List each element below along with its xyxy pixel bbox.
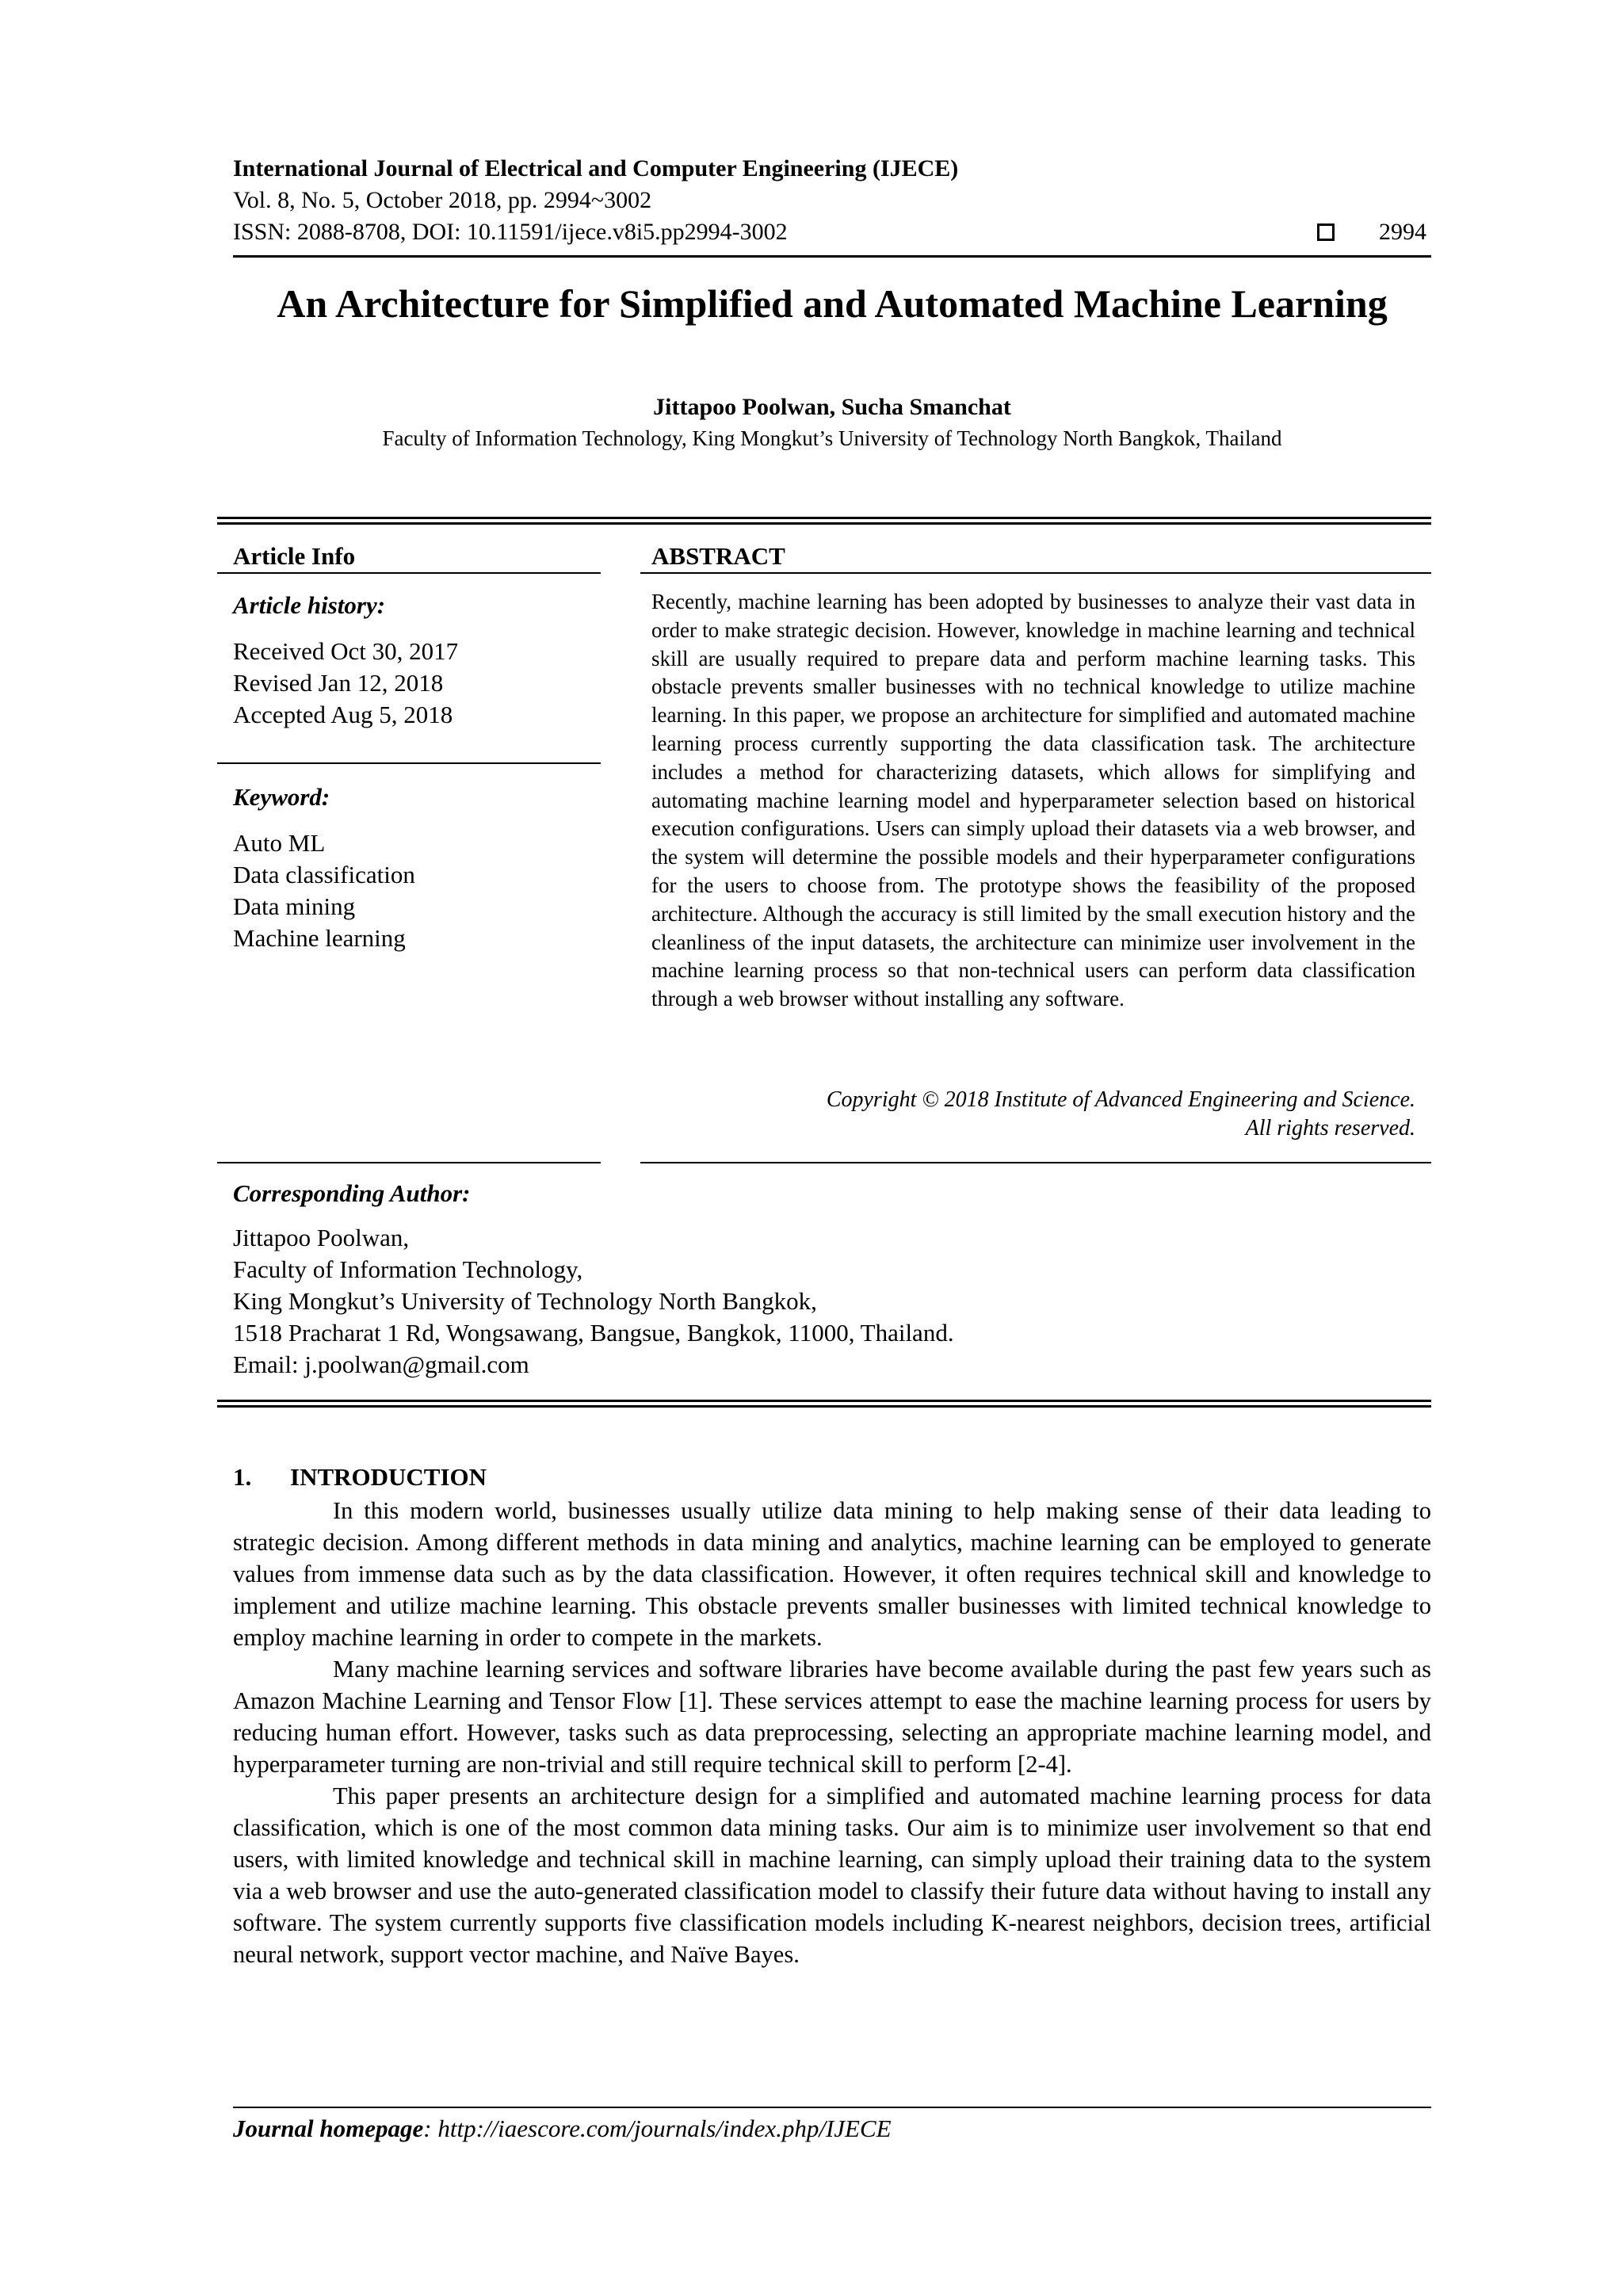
article-info-heading: Article Info <box>233 542 356 570</box>
checkbox-icon <box>1317 223 1335 241</box>
journal-homepage-footer <box>233 2115 892 2143</box>
corr-email: Email: j.poolwan@gmail.com <box>233 1350 529 1378</box>
keyword-item: Data classification <box>233 861 415 888</box>
journal-issn-doi: ISSN: 2088-8708, DOI: 10.11591/ijece.v8i5.pp2994-3002 <box>233 219 788 245</box>
keyword-rule <box>217 762 601 764</box>
abstract-rule <box>640 572 1431 574</box>
paper-authors: Jittapoo Poolwan, Sucha Smanchat <box>653 394 1011 420</box>
section-heading-introduction <box>233 1463 487 1492</box>
history-revised: Revised Jan 12, 2018 <box>233 669 444 697</box>
copyright-notice <box>651 1086 1415 1143</box>
introduction-body <box>233 1495 1431 1970</box>
abstract-text: Recently, machine learning has been adopted by businesses to analyze their vast data in order to make strategic decision. However, knowledge in machine learning and technical skill are usually required to prepare data and perform machine learning tasks. This obstacle prevents smaller businesses with no technical knowledge to utilize machine learning. In this paper, we propose an architecture for simplified and automated machine learning process currently supporting the data classification task. The architecture includes a method for characterizing datasets, which allows for simplifying and automating machine learning model and hyperparameter selection based on historical execution configurations. Users can simply upload their datasets via a web browser, and the system will determine the possible models and their hyperparameter configurations for the users to choose from. The prototype shows the feasibility of the proposed architecture. Although the accuracy is still limited by the small execution history and the cleanliness of the input datasets, the architecture can minimize user involvement in the machine learning process so that non-technical users can perform data classification through a web browser without installing any software. <box>651 590 1415 1011</box>
footer-sep: : <box>423 2115 438 2142</box>
copyright-line: Copyright © 2018 Institute of Advanced Engineering and Science. <box>826 1087 1415 1112</box>
info-bottom-rule-right <box>640 1162 1431 1163</box>
section-number: 1. <box>233 1463 252 1491</box>
abstract-heading: ABSTRACT <box>651 542 785 570</box>
info-end-rule <box>217 1400 1431 1402</box>
corr-university: King Mongkut’s University of Technology North Bangkok, <box>233 1287 817 1315</box>
keyword-item: Machine learning <box>233 924 406 952</box>
footer-rule <box>233 2107 1431 2108</box>
corresponding-author-details <box>233 1222 954 1381</box>
keyword-heading: Keyword: <box>233 783 330 811</box>
journal-title: International Journal of Electrical and Computer Engineering (IJECE) <box>233 155 959 181</box>
paragraph: This paper presents an architecture design for a simplified and automated machine learning process for data classification, which is one of the most common data mining tasks. Our aim is to minimize user involvement so that end users, with limited knowledge and technical skill in machine learning, can simply upload their training data to the system via a web browser and use the auto-generated classification model to classify their future data without having to install any software. The system currently supports five classification models including K-nearest neighbors, decision trees, artificial neural network, support vector machine, and Naïve Bayes. <box>233 1782 1431 1968</box>
article-history <box>233 636 458 731</box>
history-received: Received Oct 30, 2017 <box>233 637 459 665</box>
footer-label: Journal homepage <box>233 2115 424 2142</box>
paper-title: An Architecture for Simplified and Automated Machine Learning <box>277 281 1388 326</box>
paper-affiliation: Faculty of Information Technology, King Mongkut’s University of Technology North Bangkok, Thailand <box>382 426 1282 450</box>
keyword-item: Data mining <box>233 892 356 920</box>
info-top-rule <box>217 517 1431 519</box>
info-top-rule-double <box>217 522 1431 525</box>
header-rule <box>233 255 1431 258</box>
paragraph: Many machine learning services and software libraries have become available during the past few years such as Amazon Machine Learning and Tensor Flow [1]. These services attempt to ease the machine learning process for users by reducing human effort. However, tasks such as data preprocessing, selecting an appropriate machine learning model, and hyperparameter turning are non-trivial and still require technical skill to perform [2-4]. <box>233 1656 1431 1778</box>
corr-name: Jittapoo Poolwan, <box>233 1224 410 1251</box>
corr-faculty: Faculty of Information Technology, <box>233 1255 583 1283</box>
corresponding-author-heading: Corresponding Author: <box>233 1179 471 1207</box>
article-history-heading: Article history: <box>233 591 386 619</box>
article-info-rule <box>217 572 601 574</box>
info-bottom-rule-left <box>217 1162 601 1163</box>
journal-volume: Vol. 8, No. 5, October 2018, pp. 2994~3002 <box>233 187 652 213</box>
rights-line: All rights reserved. <box>1245 1116 1415 1140</box>
journal-homepage-link[interactable]: http://iaescore.com/journals/index.php/IJECE <box>437 2115 892 2142</box>
keyword-item: Auto ML <box>233 829 326 857</box>
paragraph: In this modern world, businesses usually utilize data mining to help making sense of their data leading to strategic decision. Among different methods in data mining and analytics, machine learning can be employed to generate values from immense data such as by the data classification. However, it often requires technical skill and knowledge to implement and utilize machine learning. This obstacle prevents smaller businesses with limited technical knowledge to employ machine learning in order to compete in the markets. <box>233 1497 1431 1651</box>
info-end-rule-double <box>217 1405 1431 1408</box>
section-title: INTRODUCTION <box>290 1463 487 1491</box>
history-accepted: Accepted Aug 5, 2018 <box>233 701 453 728</box>
corr-address: 1518 Pracharat 1 Rd, Wongsawang, Bangsue, Bangkok, 11000, Thailand. <box>233 1319 954 1347</box>
keyword-list <box>233 827 415 954</box>
page-number: 2994 <box>1379 219 1426 245</box>
